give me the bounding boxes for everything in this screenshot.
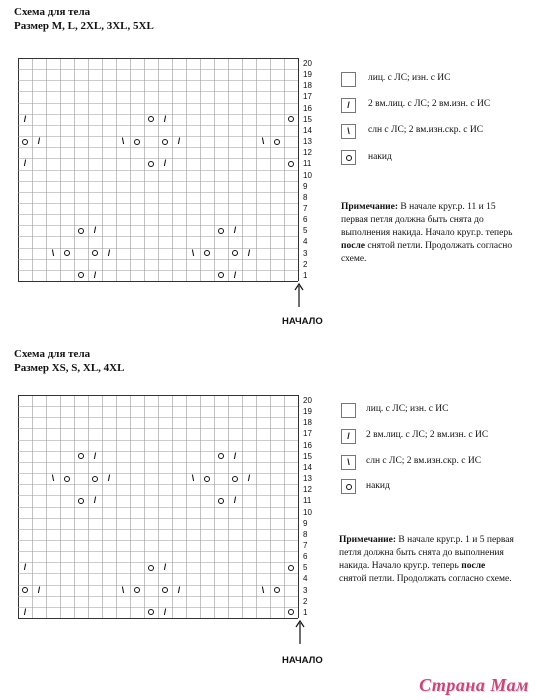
legend-k2tog-text: 2 вм.лиц. с ЛС; 2 вм.изн. с ИС xyxy=(368,99,491,109)
row-number: 3 xyxy=(303,585,308,595)
row-number: 8 xyxy=(303,192,308,202)
yarn-over-symbol xyxy=(74,225,88,236)
yarn-over-symbol xyxy=(270,136,284,147)
watermark-logo: Страна Мам xyxy=(419,675,529,695)
ssk-symbol: \ xyxy=(51,473,55,484)
yarn-over-symbol xyxy=(144,114,158,125)
chart2-subtitle: Размер XS, S, XL, 4XL xyxy=(14,362,125,374)
row-number: 11 xyxy=(303,496,312,506)
row-number: 3 xyxy=(303,248,308,258)
row-number: 13 xyxy=(303,474,312,484)
row-number: 7 xyxy=(303,540,308,550)
yarn-over-symbol xyxy=(214,495,228,506)
note-text-b: снятой петли. Продолжать согласно схеме. xyxy=(339,574,512,584)
yarn-over-icon xyxy=(218,453,224,459)
k2tog-symbol: / xyxy=(23,158,27,169)
ssk-symbol: \ xyxy=(261,584,265,595)
yarn-over-symbol xyxy=(270,585,284,596)
k2tog-symbol: / xyxy=(93,495,97,506)
row-number: 19 xyxy=(303,70,312,80)
start-arrow-icon xyxy=(293,282,305,308)
yarn-over-symbol xyxy=(284,158,298,169)
yarn-over-symbol xyxy=(214,270,228,281)
yarn-over-symbol xyxy=(284,562,298,573)
k2tog-symbol: / xyxy=(23,562,27,573)
yarn-over-symbol xyxy=(228,473,242,484)
row-number: 12 xyxy=(303,485,312,495)
row-number: 10 xyxy=(303,507,312,517)
yarn-over-symbol xyxy=(144,562,158,573)
row-number: 16 xyxy=(303,440,312,450)
row-number: 1 xyxy=(303,607,308,617)
ssk-symbol: \ xyxy=(121,136,125,147)
legend-knit-text: лиц. с ЛС; изн. с ИС xyxy=(368,73,451,83)
note-emphasis: после xyxy=(461,561,486,571)
k2tog-symbol: / xyxy=(233,495,237,506)
row-number: 6 xyxy=(303,552,308,562)
chart1-grid xyxy=(18,58,320,283)
row-number: 4 xyxy=(303,574,308,584)
yarn-over-symbol xyxy=(18,585,32,596)
yarn-over-symbol xyxy=(284,607,298,618)
yarn-over-icon xyxy=(92,250,98,256)
legend-knit-box xyxy=(341,403,356,418)
yarn-over-symbol xyxy=(158,585,172,596)
yarn-over-icon xyxy=(148,609,154,615)
chart1-note xyxy=(341,201,516,266)
row-number: 4 xyxy=(303,237,308,247)
yarn-over-symbol xyxy=(74,270,88,281)
row-number: 17 xyxy=(303,92,312,102)
start-arrow-icon xyxy=(294,619,306,645)
yarn-over-symbol xyxy=(88,473,102,484)
yarn-over-symbol xyxy=(200,248,214,259)
k2tog-symbol: / xyxy=(233,225,237,236)
legend-yo-text: накид xyxy=(368,152,392,162)
legend-ssk-box: \ xyxy=(341,124,356,139)
row-number: 15 xyxy=(303,451,312,461)
note-text-b: снятой петли. Продолжать согласно схеме. xyxy=(341,241,513,264)
ssk-symbol: \ xyxy=(121,584,125,595)
note-emphasis: после xyxy=(341,241,365,251)
yarn-over-symbol xyxy=(18,136,32,147)
row-number: 1 xyxy=(303,270,308,280)
yarn-over-symbol xyxy=(200,473,214,484)
legend-ssk-box: \ xyxy=(341,455,356,470)
yarn-over-icon xyxy=(162,139,168,145)
yarn-over-symbol xyxy=(74,495,88,506)
yarn-over-icon xyxy=(78,498,84,504)
k2tog-symbol: / xyxy=(37,584,41,595)
legend-yo-box xyxy=(341,479,356,494)
row-number: 11 xyxy=(303,159,312,169)
yarn-over-symbol xyxy=(60,248,74,259)
row-number: 17 xyxy=(303,429,312,439)
row-number: 2 xyxy=(303,259,308,269)
legend-k2tog-box: / xyxy=(341,98,356,113)
k2tog-symbol: / xyxy=(23,113,27,124)
yarn-over-icon xyxy=(162,587,168,593)
row-number: 12 xyxy=(303,148,312,158)
yarn-over-icon xyxy=(78,228,84,234)
row-number: 18 xyxy=(303,418,312,428)
row-number: 8 xyxy=(303,529,308,539)
chart2-note xyxy=(339,534,514,586)
k2tog-symbol: / xyxy=(163,562,167,573)
row-number: 10 xyxy=(303,170,312,180)
chart1-subtitle: Размер M, L, 2XL, 3XL, 5XL xyxy=(14,20,154,32)
yarn-over-icon xyxy=(288,161,294,167)
yarn-over-icon xyxy=(134,139,140,145)
yarn-over-icon xyxy=(274,139,280,145)
yarn-over-icon xyxy=(346,484,352,490)
yarn-over-icon xyxy=(218,272,224,278)
k2tog-symbol: / xyxy=(233,269,237,280)
row-number: 14 xyxy=(303,125,312,135)
legend-k2tog-box: / xyxy=(341,429,356,444)
chart2-title: Схема для тела xyxy=(14,348,91,360)
yarn-over-symbol xyxy=(158,136,172,147)
note-text-a: В начале круг.р. 1 и 5 первая петля должна быть снята до выполнения накида. Начало круг.р. теперь xyxy=(339,535,514,571)
row-number: 14 xyxy=(303,462,312,472)
row-number: 20 xyxy=(303,59,312,68)
chart2-grid xyxy=(18,395,320,620)
ssk-symbol: \ xyxy=(191,247,195,258)
yarn-over-icon xyxy=(22,139,28,145)
yarn-over-icon xyxy=(232,476,238,482)
yarn-over-icon xyxy=(288,565,294,571)
k2tog-symbol: / xyxy=(247,473,251,484)
yarn-over-icon xyxy=(346,155,352,161)
yarn-over-symbol xyxy=(228,248,242,259)
yarn-over-symbol xyxy=(74,451,88,462)
note-text-a: В начале круг.р. 11 и 15 первая петля должна быть снята до выполнения накида. Начало круг.р. теперь xyxy=(341,202,513,238)
yarn-over-icon xyxy=(92,476,98,482)
yarn-over-icon xyxy=(232,250,238,256)
yarn-over-icon xyxy=(204,250,210,256)
row-number: 16 xyxy=(303,103,312,113)
yarn-over-icon xyxy=(148,565,154,571)
legend-ssk-text: слн с ЛС; 2 вм.изн.скр. с ИС xyxy=(368,125,484,135)
row-number: 13 xyxy=(303,137,312,147)
row-number: 18 xyxy=(303,81,312,91)
yarn-over-icon xyxy=(64,476,70,482)
k2tog-symbol: / xyxy=(177,136,181,147)
k2tog-symbol: / xyxy=(247,247,251,258)
chart2-start-label: НАЧАЛО xyxy=(282,655,323,666)
legend-ssk-text: слн с ЛС; 2 вм.изн.скр. с ИС xyxy=(366,456,482,466)
yarn-over-icon xyxy=(22,587,28,593)
legend-knit-text: лиц. с ЛС; изн. с ИС xyxy=(366,404,449,414)
k2tog-symbol: / xyxy=(107,473,111,484)
yarn-over-symbol xyxy=(214,451,228,462)
legend-yo-text: накид xyxy=(366,481,390,491)
yarn-over-symbol xyxy=(130,585,144,596)
yarn-over-icon xyxy=(288,609,294,615)
ssk-symbol: \ xyxy=(261,136,265,147)
yarn-over-symbol xyxy=(88,248,102,259)
legend-knit-box xyxy=(341,72,356,87)
k2tog-symbol: / xyxy=(93,225,97,236)
yarn-over-icon xyxy=(218,228,224,234)
yarn-over-icon xyxy=(64,250,70,256)
yarn-over-icon xyxy=(148,161,154,167)
k2tog-symbol: / xyxy=(233,450,237,461)
row-number: 19 xyxy=(303,407,312,417)
chart1-title: Схема для тела xyxy=(14,6,91,18)
row-number: 20 xyxy=(303,396,312,405)
yarn-over-symbol xyxy=(130,136,144,147)
yarn-over-symbol xyxy=(284,114,298,125)
k2tog-symbol: / xyxy=(163,158,167,169)
note-label: Примечание: xyxy=(339,535,397,545)
ssk-symbol: \ xyxy=(51,247,55,258)
k2tog-symbol: / xyxy=(37,136,41,147)
k2tog-symbol: / xyxy=(93,269,97,280)
k2tog-symbol: / xyxy=(177,584,181,595)
yarn-over-icon xyxy=(274,587,280,593)
note-label: Примечание: xyxy=(341,202,399,212)
yarn-over-icon xyxy=(148,116,154,122)
chart1-start-label: НАЧАЛО xyxy=(282,316,323,327)
yarn-over-icon xyxy=(204,476,210,482)
yarn-over-icon xyxy=(218,498,224,504)
yarn-over-icon xyxy=(78,453,84,459)
row-number: 5 xyxy=(303,563,308,573)
k2tog-symbol: / xyxy=(163,606,167,617)
row-number: 9 xyxy=(303,518,308,528)
row-number: 6 xyxy=(303,215,308,225)
legend-yo-box xyxy=(341,150,356,165)
yarn-over-symbol xyxy=(144,607,158,618)
row-number: 7 xyxy=(303,203,308,213)
yarn-over-symbol xyxy=(60,473,74,484)
yarn-over-icon xyxy=(288,116,294,122)
k2tog-symbol: / xyxy=(23,606,27,617)
row-number: 9 xyxy=(303,181,308,191)
ssk-symbol: \ xyxy=(191,473,195,484)
yarn-over-symbol xyxy=(144,158,158,169)
legend-k2tog-text: 2 вм.лиц. с ЛС; 2 вм.изн. с ИС xyxy=(366,430,489,440)
k2tog-symbol: / xyxy=(107,247,111,258)
yarn-over-symbol xyxy=(214,225,228,236)
yarn-over-icon xyxy=(134,587,140,593)
row-number: 5 xyxy=(303,226,308,236)
row-number: 15 xyxy=(303,114,312,124)
k2tog-symbol: / xyxy=(163,113,167,124)
yarn-over-icon xyxy=(78,272,84,278)
k2tog-symbol: / xyxy=(93,450,97,461)
row-number: 2 xyxy=(303,596,308,606)
